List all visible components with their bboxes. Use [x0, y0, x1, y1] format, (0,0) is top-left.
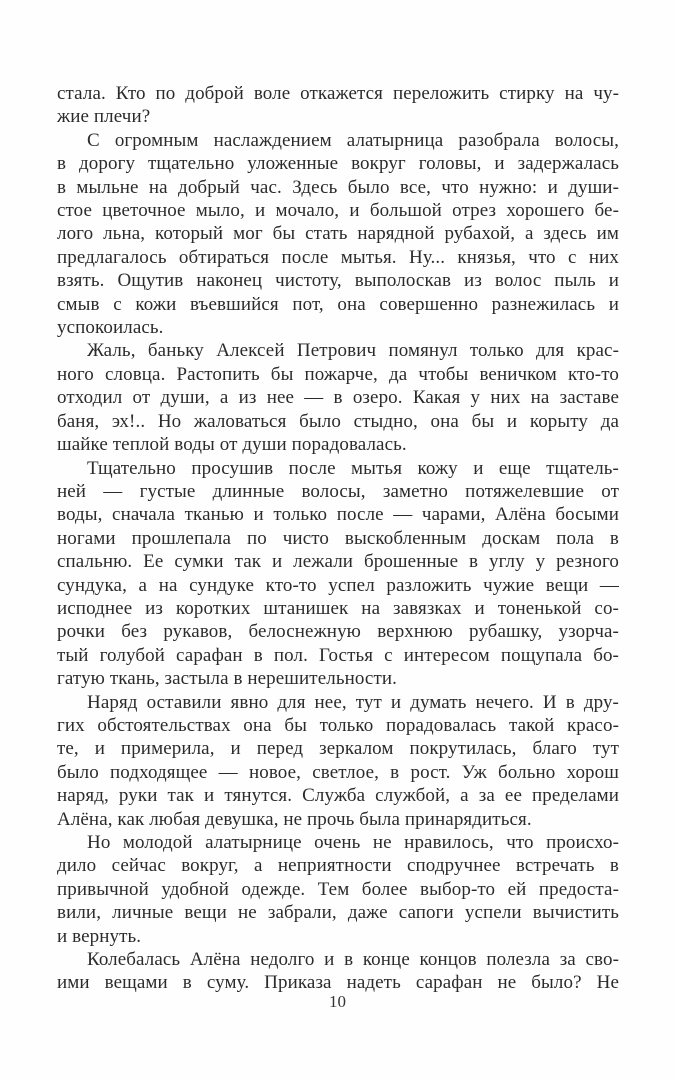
text-line: гих обстоятельствах она бы только порадовалась такой красо- [57, 714, 619, 736]
paragraph [57, 831, 619, 948]
text-line: ногами прошлепала по чисто выскобленным доскам пола в [57, 527, 619, 549]
text-line: привычной удобной одежде. Тем более выбор-то ей предоста- [57, 878, 619, 900]
text-line: гатую ткань, застыла в нерешительности. [57, 668, 397, 690]
text-block [57, 82, 619, 995]
text-line: ней — густые длинные волосы, заметно потяжелевшие от [57, 480, 619, 502]
page-number: 10 [329, 992, 346, 1011]
text-line: Алёна, как любая девушка, не прочь была принарядиться. [57, 808, 532, 830]
text-line: Наряд оставили явно для нее, тут и думать нечего. И в дру- [87, 691, 619, 713]
text-line: Тщательно просушив после мытья кожу и еще тщатель- [87, 457, 619, 479]
text-line: лого льна, который мог бы стать нарядной рубахой, а здесь им [57, 223, 619, 245]
text-line: воды, сначала тканью и только после — чарами, Алёна босыми [57, 504, 619, 526]
text-line: те, и примерила, и перед зеркалом покрутилась, благо тут [57, 738, 619, 760]
text-line: Но молодой алатырнице очень не нравилось, что происхо- [87, 832, 619, 853]
text-line: стала. Кто по доброй воле откажется переложить стирку на чу- [57, 83, 619, 104]
text-line: предлагалось обтираться после мытья. Ну... князья, что с них [57, 246, 619, 268]
paragraph [57, 129, 619, 340]
text-line: ного словца. Растопить бы пожарче, да чтобы веничком кто-то [57, 363, 619, 385]
text-line: вили, личные вещи не забрали, даже сапоги успели вычистить [57, 902, 619, 924]
text-line: рочки без рукавов, белоснежную верхнюю рубашку, узорча- [57, 621, 619, 643]
paragraph [57, 457, 619, 691]
text-line: ими вещами в суму. Приказа надеть сарафан не было? Не [57, 972, 619, 994]
text-line: дило сейчас вокруг, а неприятности сподручнее встречать в [57, 855, 619, 877]
text-line: стое цветочное мыло, и мочало, и большой отрез хорошего бе- [57, 200, 619, 222]
paragraph [57, 339, 619, 456]
text-line: в мыльне на добрый час. Здесь было все, что нужно: и души- [57, 176, 619, 198]
text-line: и вернуть. [57, 925, 142, 947]
paragraph [57, 691, 619, 831]
text-line: Жаль, баньку Алексей Петрович помянул только для крас- [87, 340, 619, 362]
paragraph [57, 82, 619, 129]
text-line: тый голубой сарафан в пол. Гостья с интересом пощупала бо- [57, 644, 619, 666]
text-line: исподнее из коротких штанишек на завязках и тоненькой со- [57, 597, 619, 619]
text-line: успокоилась. [57, 317, 164, 339]
text-line: баня, эх!.. Но жаловаться было стыдно, она бы и корыту да [57, 410, 619, 432]
text-line: сундука, а на сундуке кто-то успел разложить чужие вещи — [57, 574, 619, 596]
paragraph [57, 948, 619, 995]
text-line: в дорогу тщательно уложенные вокруг головы, и задержалась [57, 153, 619, 175]
text-line: смыв с кожи въевшийся пот, она совершенно разнежилась и [57, 293, 619, 315]
text-line: наряд, руки так и тянутся. Служба службой, а за ее пределами [57, 785, 619, 807]
text-line: взять. Ощутив наконец чистоту, выполоскав из волос пыль и [57, 270, 619, 292]
text-line: отходил от души, а из нее — в озеро. Какая у них на заставе [57, 387, 619, 409]
text-line: Колебалась Алёна недолго и в конце концов полезла за сво- [87, 949, 619, 971]
text-line: С огромным наслаждением алатырница разобрала волосы, [87, 129, 619, 151]
text-line: шайке теплой воды от души порадовалась. [57, 434, 407, 456]
text-line: жие плечи? [57, 106, 151, 128]
text-line: спальню. Ее сумки так и лежали брошенные в углу у резного [57, 551, 619, 573]
text-line: было подходящее — новое, светлое, в рост. Уж больно хорош [57, 761, 619, 783]
